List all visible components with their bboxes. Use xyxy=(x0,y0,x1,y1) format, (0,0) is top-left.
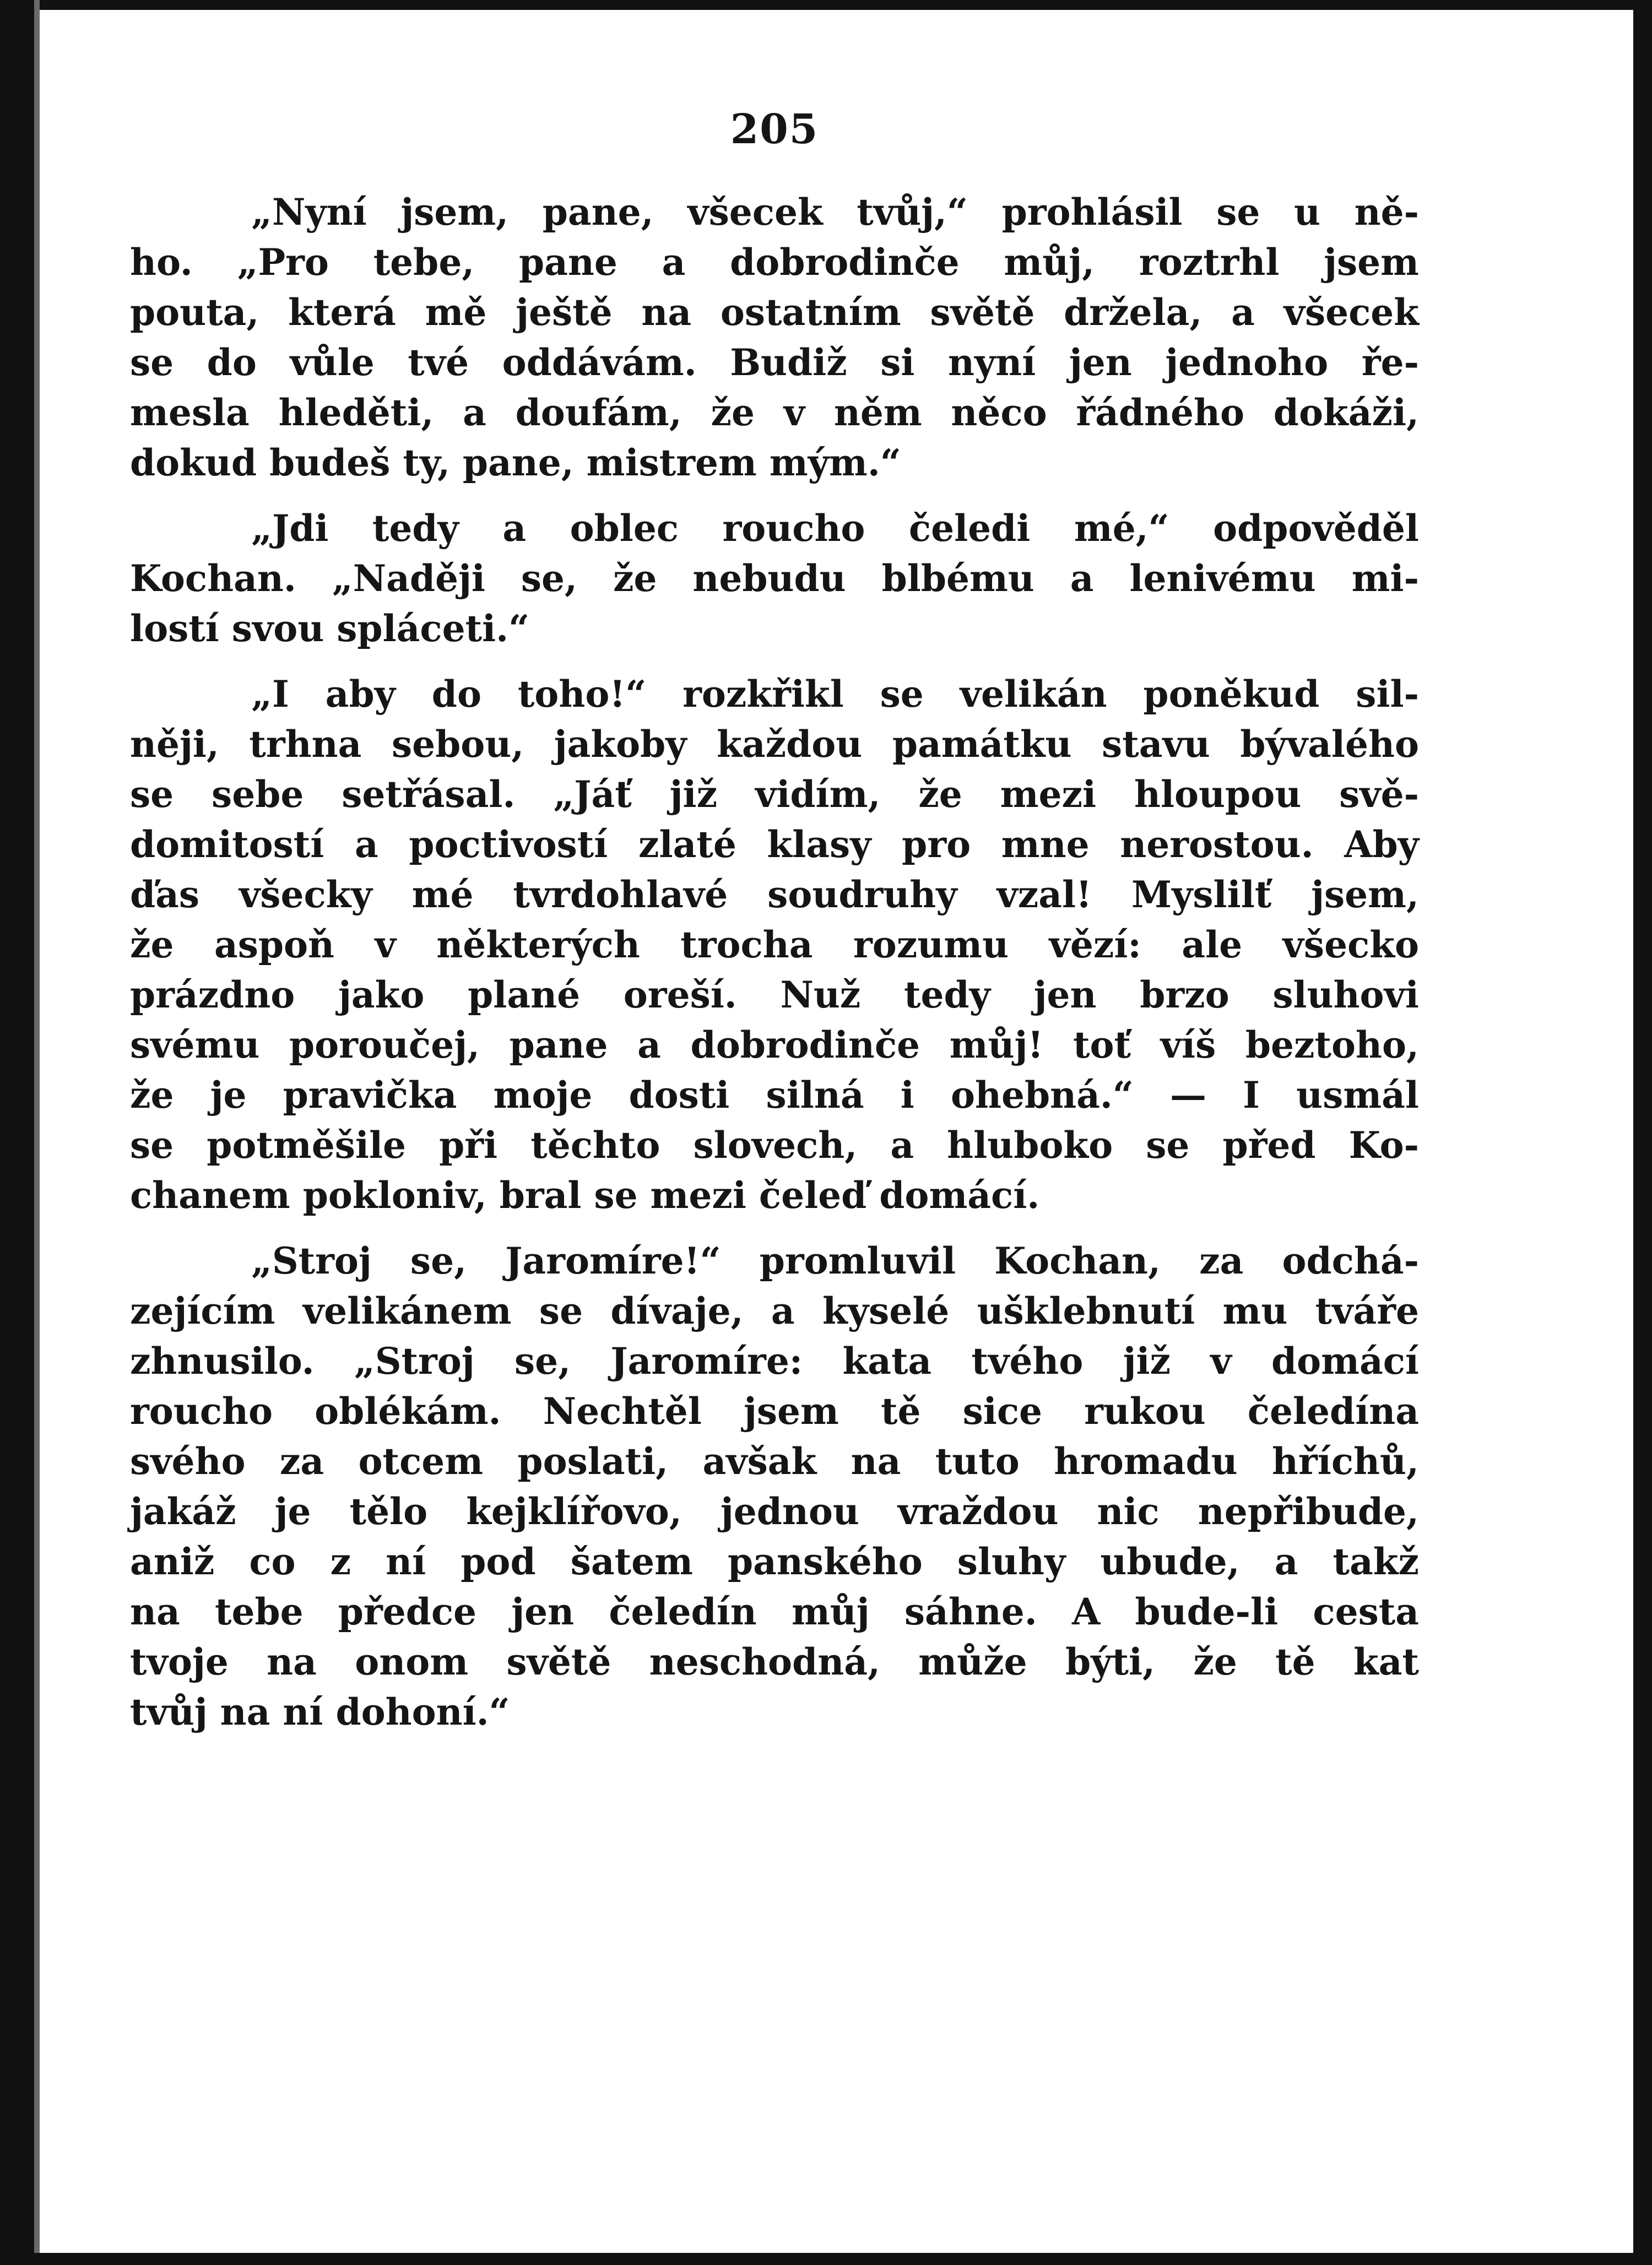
text-line: zejícím velikánem se dívaje, a kyselé ušklebnutí mu tváře xyxy=(130,1289,1419,1332)
text-line: svému poroučej, pane a dobrodinče můj! toť víš beztoho, xyxy=(130,1023,1419,1066)
text-line: se potměšile při těchto slovech, a hluboko se před Ko- xyxy=(130,1124,1419,1167)
text-line: ho. „Pro tebe, pane a dobrodinče můj, roztrhl jsem xyxy=(130,241,1419,284)
page-gutter-shadow xyxy=(34,0,40,2265)
text-line: se do vůle tvé oddávám. Budiž si nyní jen jednoho ře- xyxy=(130,341,1419,384)
text-line: prázdno jako plané oreší. Nuž tedy jen brzo sluhovi xyxy=(130,973,1419,1016)
text-line: chanem pokloniv, bral se mezi čeleď domácí. xyxy=(130,1174,1040,1217)
text-line: svého za otcem poslati, avšak na tuto hromadu hříchů, xyxy=(130,1440,1419,1483)
text-line: lostí svou spláceti.“ xyxy=(130,607,530,650)
text-line: „Stroj se, Jaromíre!“ promluvil Kochan, za odchá- xyxy=(251,1239,1419,1282)
scan-border-left xyxy=(0,0,34,2265)
text-line: tvůj na ní dohoní.“ xyxy=(130,1690,510,1733)
text-line: ďas všecky mé tvrdohlavé soudruhy vzal! Myslilť jsem, xyxy=(130,873,1419,916)
text-line: mesla hleděti, a doufám, že v něm něco řádného dokáži, xyxy=(130,391,1419,434)
paragraph xyxy=(130,503,1419,654)
scan-border-right xyxy=(1633,0,1652,2265)
text-line: na tebe předce jen čeledín můj sáhne. A bude-li cesta xyxy=(130,1590,1419,1633)
text-line: že je pravička moje dosti silná i ohebná.“ — I usmál xyxy=(130,1074,1419,1117)
text-line: Kochan. „Naději se, že nebudu blbému a lenivému mi- xyxy=(130,557,1419,600)
text-line: se sebe setřásal. „Jáť již vidím, že mezi hloupou svě- xyxy=(130,773,1419,816)
paragraph xyxy=(130,187,1419,488)
text-line: tvoje na onom světě neschodná, může býti, že tě kat xyxy=(130,1640,1419,1683)
text-line: „Jdi tedy a oblec roucho čeledi mé,“ odpověděl xyxy=(251,507,1419,550)
paragraph xyxy=(130,669,1419,1221)
text-line: že aspoň v některých trocha rozumu vězí: ale všecko xyxy=(130,923,1419,966)
text-line: pouta, která mě ještě na ostatním světě držela, a všecek xyxy=(130,291,1419,334)
page-body xyxy=(130,105,1419,1753)
text-line: „I aby do toho!“ rozkřikl se velikán poněkud sil- xyxy=(251,673,1419,716)
text-line: roucho oblékám. Nechtěl jsem tě sice rukou čeledína xyxy=(130,1390,1419,1433)
paragraph xyxy=(130,1236,1419,1737)
page-number: 205 xyxy=(730,106,819,153)
text-line: něji, trhna sebou, jakoby každou památku stavu bývalého xyxy=(130,723,1419,766)
text-line: jakáž je tělo kejklířovo, jednou vraždou nic nepřibude, xyxy=(130,1490,1419,1533)
scan-border-top xyxy=(0,0,1652,10)
text-line: zhnusilo. „Stroj se, Jaromíre: kata tvého již v domácí xyxy=(130,1340,1419,1383)
text-line: dokud budeš ty, pane, mistrem mým.“ xyxy=(130,441,901,484)
text-line: aniž co z ní pod šatem panského sluhy ubude, a takž xyxy=(130,1540,1419,1583)
text-line: „Nyní jsem, pane, všecek tvůj,“ prohlásil se u ně- xyxy=(251,191,1419,234)
scan-border-bottom xyxy=(0,2253,1652,2265)
text-line: domitostí a poctivostí zlaté klasy pro mne nerostou. Aby xyxy=(130,823,1419,866)
